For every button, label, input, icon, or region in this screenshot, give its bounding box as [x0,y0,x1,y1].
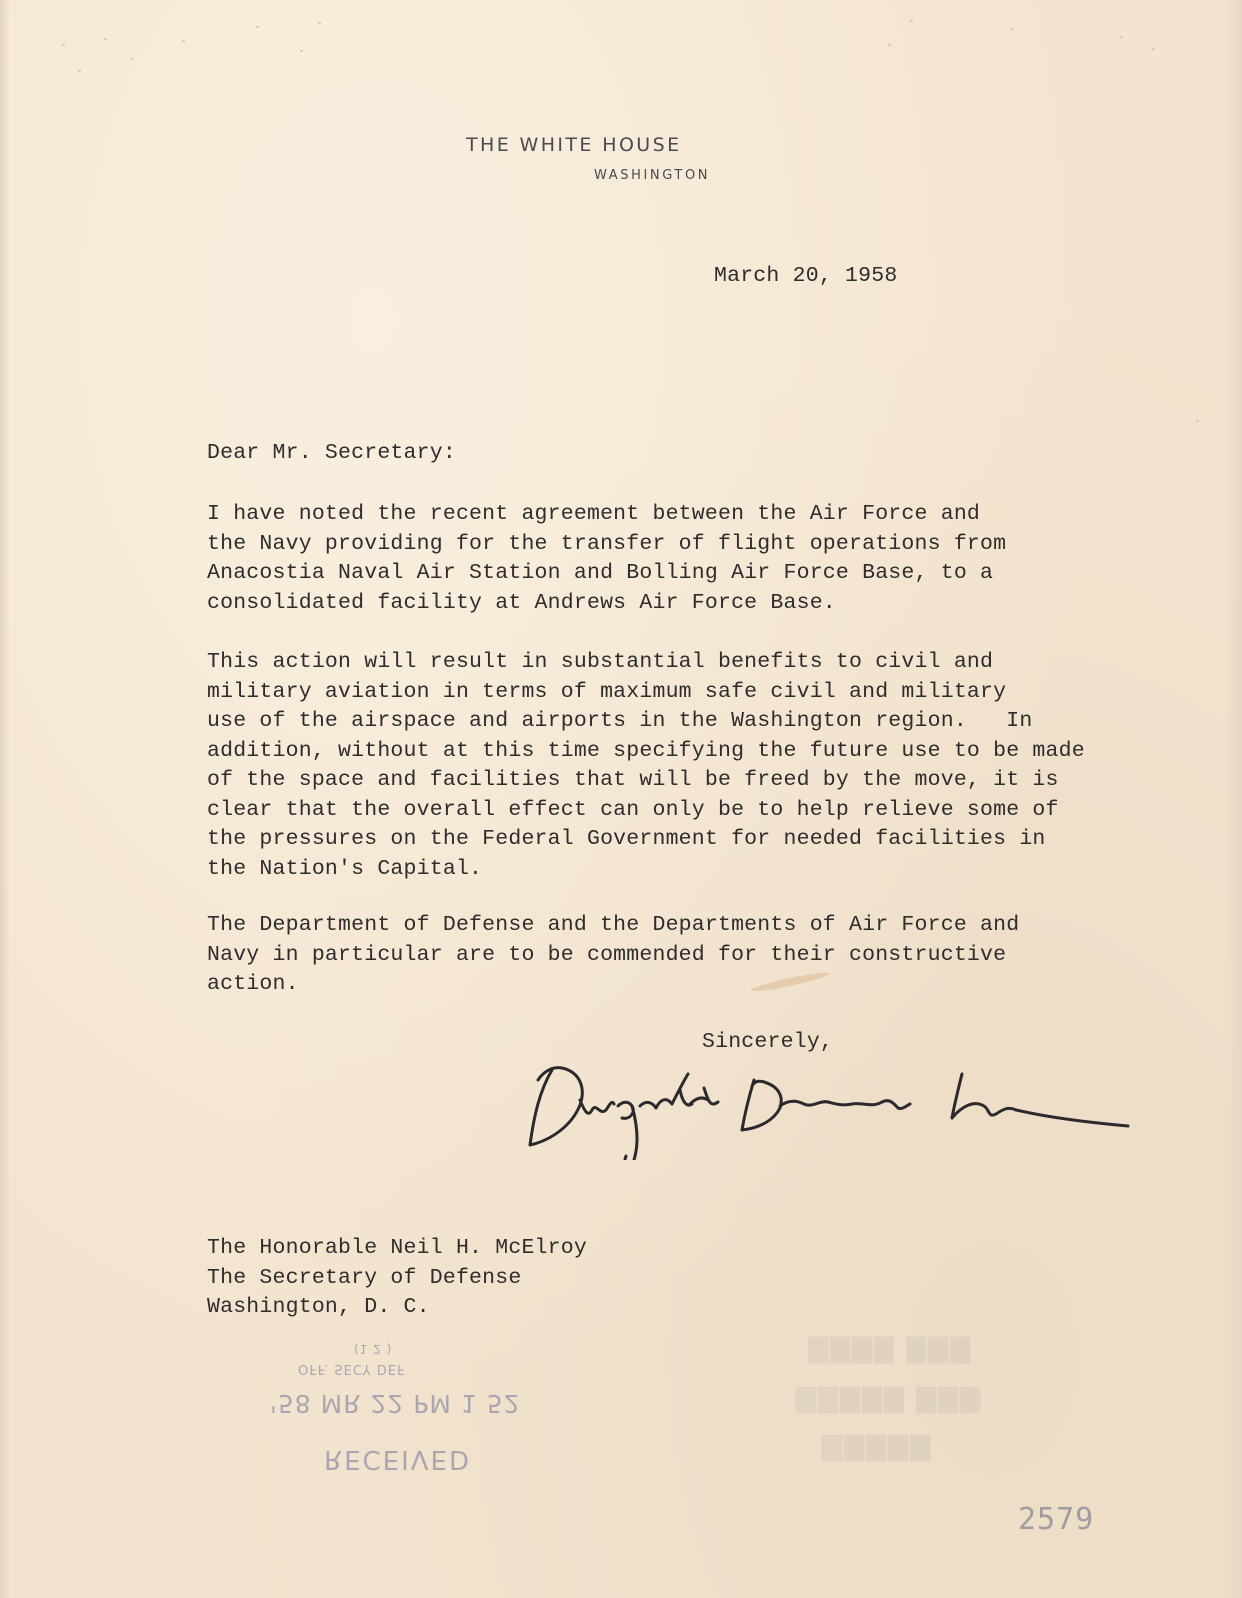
paragraph-1: I have noted the recent agreement between the Air Force and the Navy providing for the transfer of flight operations from Anacostia Naval Air Station and Bolling Air Force Base, to a consolidated facility at Andrews Air Force Base. [207,502,1007,615]
salutation: Dear Mr. Secretary: [207,441,456,465]
paper-edge-left [0,0,10,1598]
letterhead-title: THE WHITE HOUSE [466,134,682,156]
stamp-date: '58 MR 22 PM 1 52 [270,1389,521,1418]
letterhead [466,134,711,183]
stamp-office: OFF. SECY DEF [298,1361,406,1376]
recipient-address: The Honorable Neil H. McElroy The Secretary of Defense Washington, D. C. [207,1236,587,1319]
stamp-code: (1 2 ) [354,1342,393,1356]
paragraph-3: The Department of Defense and the Departments of Air Force and Navy in particular are to be commended for their constructive action. [207,913,1020,996]
paragraph-2: This action will result in substantial benefits to civil and military aviation in terms of maximum safe civil and military use of the airspace and airports in the Washington region. In addition, without at this time specifying the future use to be made of the space and facilities that will be freed by the move, it is clear that the overall effect can only be to help relieve some of the pressures on the Federal Government for needed facilities in the Nation's Capital. [207,650,1085,881]
letter-date: March 20, 1958 [714,264,898,288]
closing: Sincerely, [702,1030,834,1054]
received-stamp [262,1334,521,1474]
letterhead-subtitle: WASHINGTON [594,168,711,183]
signature [522,1060,1134,1160]
stamp-received-text: RECEIVED [324,1444,471,1474]
bleed-through-stamp: ▇▇▇ ▇▇▇▇ ▇▇▇ ▇▇▇▇▇ ▇▇▇▇▇ [793,1334,980,1462]
document-number: 2579 [1018,1502,1095,1537]
paper-edge-right [1224,0,1242,1598]
